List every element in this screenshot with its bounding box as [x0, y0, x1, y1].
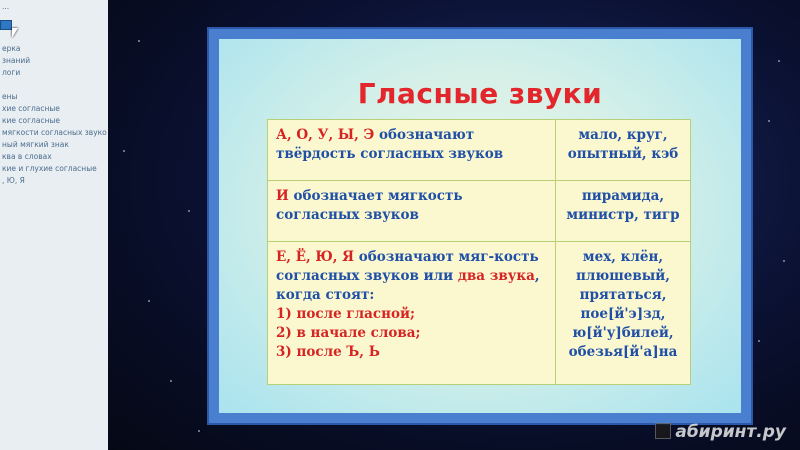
- example-line: плюшевый,: [576, 268, 670, 284]
- rule-text: , когда стоят:: [276, 268, 540, 303]
- example-line: министр, тигр: [566, 207, 680, 223]
- sidebar-item[interactable]: ерка: [2, 44, 21, 53]
- labirint-logo-icon: [655, 423, 671, 439]
- vowel-letters: Е, Ё, Ю, Я: [276, 249, 355, 265]
- example-cell: [556, 120, 691, 181]
- slide-content: [219, 39, 741, 413]
- sidebar-item[interactable]: мягкости согласных звуко: [2, 128, 107, 137]
- sidebar-item[interactable]: логи: [2, 68, 21, 77]
- sidebar-item[interactable]: ...: [2, 2, 10, 11]
- rule-text-highlight: два звука: [457, 268, 535, 284]
- table-row: [268, 181, 691, 242]
- example-line: ю[й'у]билей,: [572, 325, 674, 341]
- rule-text: обозначают твёрдость согласных звуков: [276, 127, 504, 162]
- vowel-rules-table: [267, 119, 691, 385]
- sidebar-item[interactable]: хие согласные: [2, 104, 60, 113]
- example-line: прятаться,: [579, 287, 667, 303]
- watermark: [655, 422, 786, 442]
- condition-item: 3) после Ъ, Ь: [276, 344, 380, 360]
- slide-title: Гласные звуки: [357, 77, 603, 110]
- condition-item: 1) после гласной;: [276, 306, 416, 322]
- rule-cell: [268, 181, 556, 242]
- example-cell: [556, 181, 691, 242]
- example-line: пое[й'э]зд,: [580, 306, 666, 322]
- example-line: обезья[й'а]на: [568, 344, 678, 360]
- mouse-cursor-icon: [12, 28, 18, 38]
- sidebar-item[interactable]: , Ю, Я: [2, 176, 25, 185]
- example-line: опытный, кэб: [567, 146, 679, 162]
- sidebar-item[interactable]: кие и глухие согласные: [2, 164, 97, 173]
- vowel-letters: А, О, У, Ы, Э: [276, 127, 375, 143]
- sidebar-item[interactable]: ный мягкий знак: [2, 140, 69, 149]
- watermark-text: абиринт.ру: [675, 422, 786, 442]
- example-line: мех, клён,: [582, 249, 664, 265]
- rule-cell: [268, 120, 556, 181]
- sidebar-item[interactable]: ены: [2, 92, 18, 101]
- example-line: пирамида,: [581, 188, 665, 204]
- rule-text: обозначает мягкость согласных звуков: [276, 188, 463, 223]
- condition-item: 2) в начале слова;: [276, 325, 421, 341]
- vowel-letters: И: [276, 188, 289, 204]
- example-cell: [556, 242, 691, 385]
- presentation-slide: [207, 27, 753, 425]
- sidebar-button[interactable]: [0, 20, 12, 30]
- sidebar-item[interactable]: кие согласные: [2, 116, 61, 125]
- rule-cell: [268, 242, 556, 385]
- example-line: мало, круг,: [578, 127, 668, 143]
- file-sidebar: [0, 0, 109, 450]
- rule-text: обозначают мяг-кость согласных звуков или: [276, 249, 539, 284]
- table-row: [268, 242, 691, 385]
- table-row: [268, 120, 691, 181]
- sidebar-item[interactable]: знаний: [2, 56, 31, 65]
- sidebar-item[interactable]: ква в словах: [2, 152, 52, 161]
